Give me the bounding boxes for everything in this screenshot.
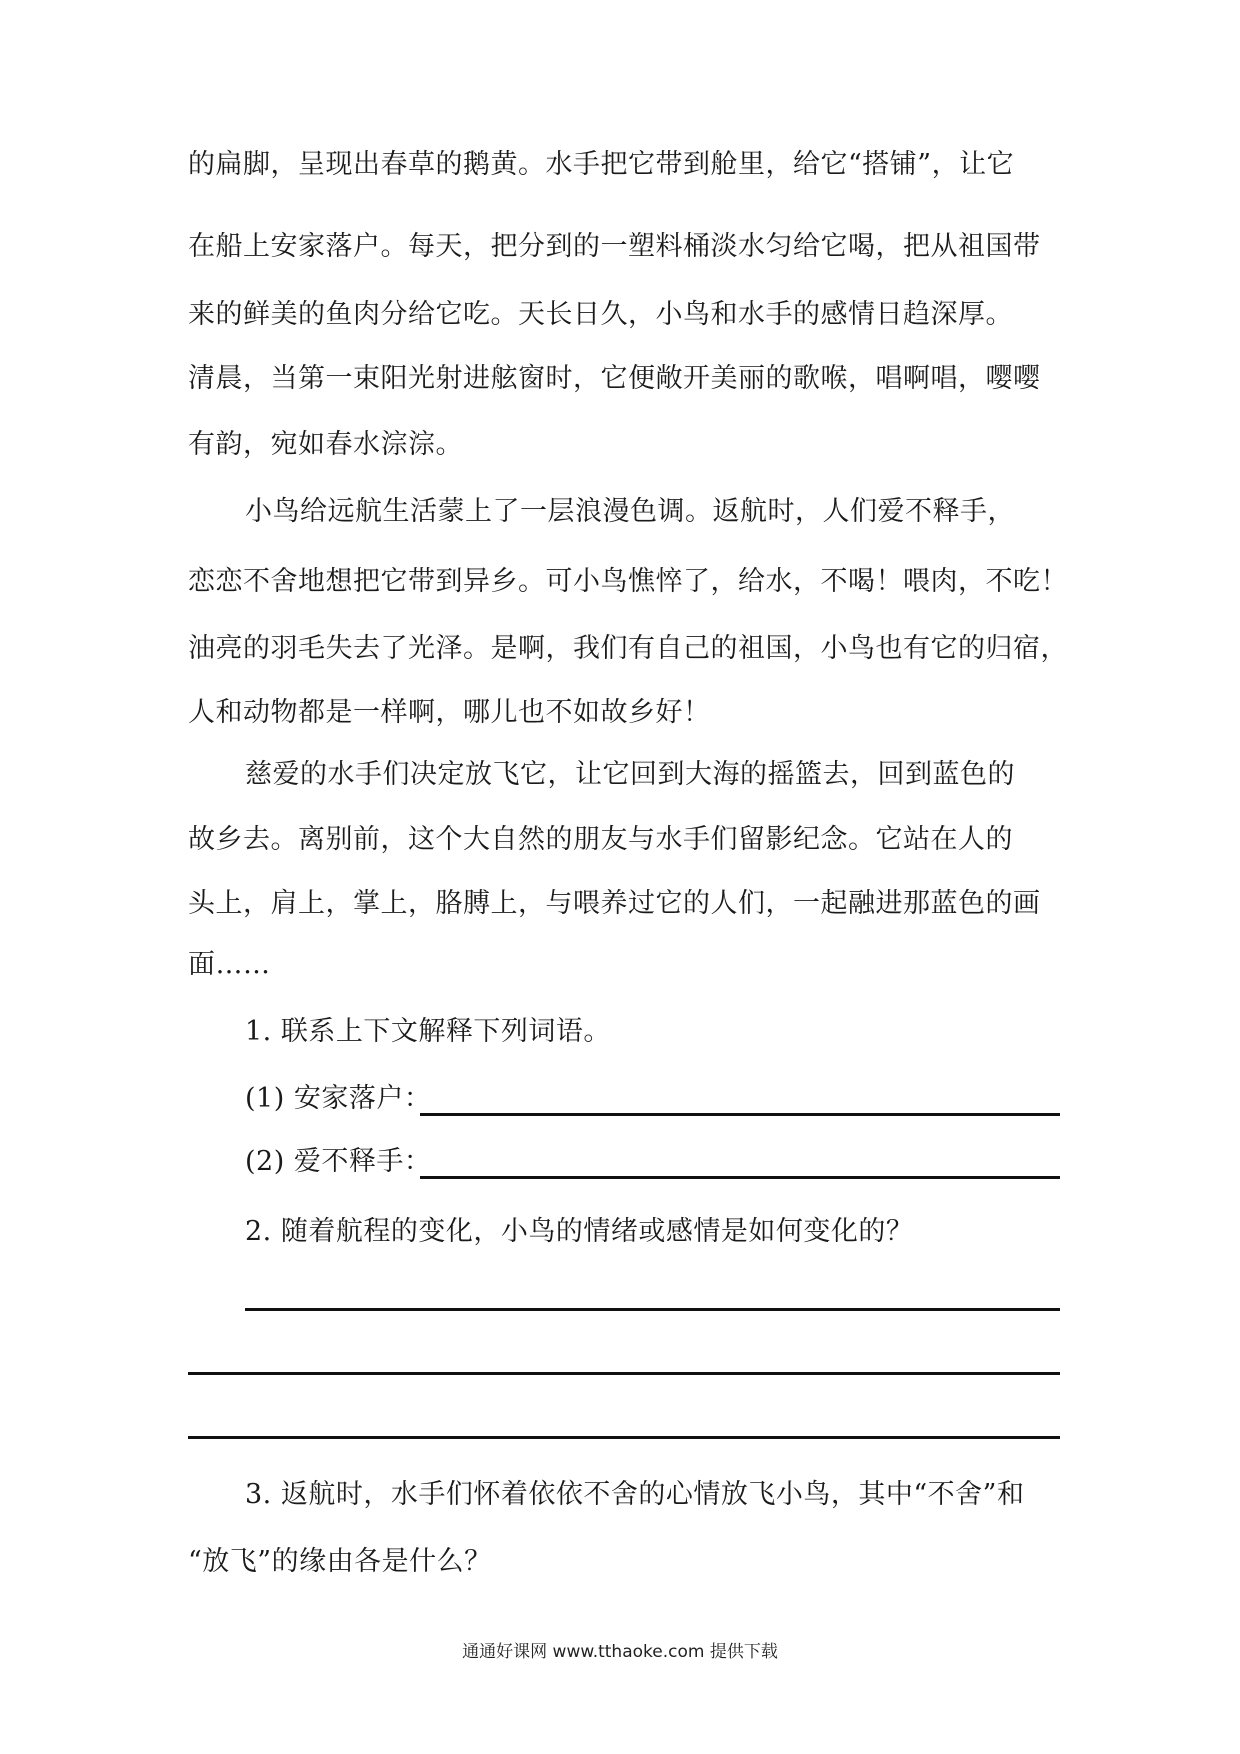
question-2-prompt: 2. 随着航程的变化，小鸟的情绪或感情是如何变化的？ — [245, 1216, 914, 1247]
question-3-line: “放飞”的缘由各是什么？ — [188, 1546, 492, 1577]
passage-line: 故乡去。离别前，这个大自然的朋友与水手们留影纪念。它站在人的 — [188, 824, 1013, 855]
passage-line: 在船上安家落户。每天，把分到的一塑料桶淡水匀给它喝，把从祖国带 — [188, 231, 1041, 262]
passage-line: 恋恋不舍地想把它带到异乡。可小鸟憔悴了，给水，不喝！喂肉，不吃！ — [188, 566, 1068, 597]
answer-line[interactable] — [188, 1372, 1060, 1375]
passage-line: 慈爱的水手们决定放飞它，让它回到大海的摇篮去，回到蓝色的 — [245, 759, 1015, 790]
passage-line: 面…… — [188, 949, 271, 980]
passage-line: 有韵，宛如春水淙淙。 — [188, 429, 463, 460]
passage-line: 油亮的羽毛失去了光泽。是啊，我们有自己的祖国，小鸟也有它的归宿， — [188, 633, 1068, 664]
answer-line[interactable] — [245, 1308, 1060, 1311]
answer-line[interactable] — [420, 1113, 1060, 1116]
passage-line: 的扁脚，呈现出春草的鹅黄。水手把它带到舱里，给它“搭铺”，让它 — [188, 149, 1015, 180]
footer-download-notice: 通通好课网 www.tthaoke.com 提供下载 — [462, 1642, 778, 1662]
passage-line: 头上，肩上，掌上，胳膊上，与喂养过它的人们，一起融进那蓝色的画 — [188, 888, 1041, 919]
question-1-item-1-label: (1) 安家落户： — [245, 1083, 432, 1114]
answer-line[interactable] — [420, 1176, 1060, 1179]
question-1-prompt: 1. 联系上下文解释下列词语。 — [245, 1016, 611, 1047]
question-3-line: 3. 返航时，水手们怀着依依不舍的心情放飞小鸟，其中“不舍”和 — [245, 1479, 1025, 1510]
passage-line: 人和动物都是一样啊，哪儿也不如故乡好！ — [188, 697, 711, 728]
passage-line: 来的鲜美的鱼肉分给它吃。天长日久，小鸟和水手的感情日趋深厚。 — [188, 299, 1013, 330]
question-1-item-2-label: (2) 爱不释手： — [245, 1146, 432, 1177]
answer-line[interactable] — [188, 1436, 1060, 1439]
passage-line: 清晨，当第一束阳光射进舷窗时，它便敞开美丽的歌喉，唱啊唱，嘤嘤 — [188, 363, 1041, 394]
passage-line: 小鸟给远航生活蒙上了一层浪漫色调。返航时，人们爱不释手， — [245, 496, 1015, 527]
